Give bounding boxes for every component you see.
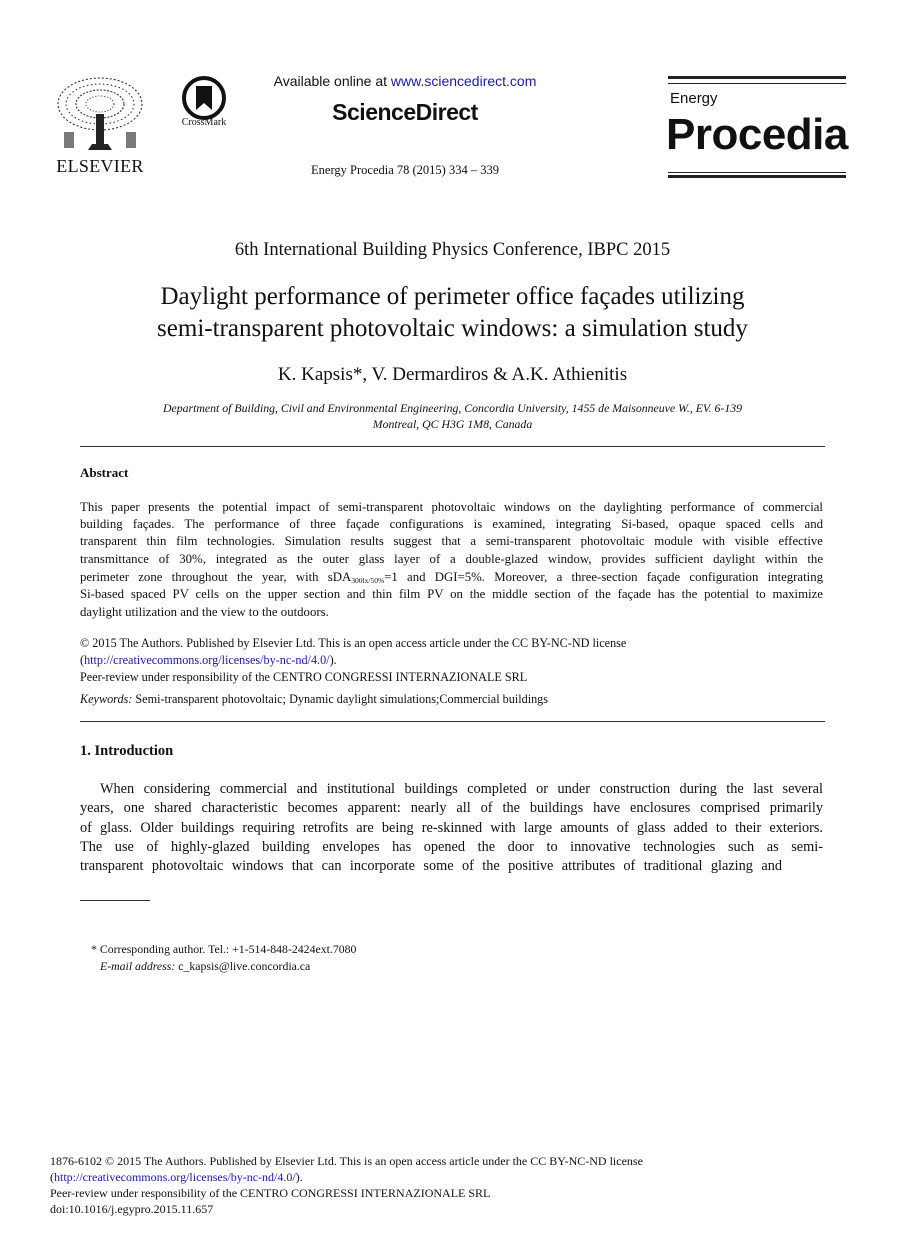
affiliation-line: Montreal, QC H3G 1M8, Canada <box>372 417 533 431</box>
body-line: years, one shared characteristic becomes apparent: nearly all of the buildings have enclosures comprised primarily <box>80 800 823 816</box>
footer-line: (http://creativecommons.org/licenses/by-nc-nd/4.0/). <box>50 1170 303 1184</box>
body-line: The use of highly-glazed building envelopes has opened the door to innovative technologies such as semi- <box>80 839 823 855</box>
divider <box>80 721 825 722</box>
footer-line: 1876-6102 © 2015 The Authors. Published by Elsevier Ltd. This is an open access article under the CC BY-NC-ND license <box>50 1154 643 1168</box>
divider <box>80 446 825 447</box>
body-line: transparent photovoltaic windows that can incorporate some of the positive attributes of traditional glazing and <box>80 858 782 874</box>
abstract-line: building façades. The performance of three façade configurations is examined, integrating Si-based, opaque spaced cells and <box>80 517 823 531</box>
procedia-rule <box>668 76 846 79</box>
abstract-line: daylight utilization and the view to the outdoors. <box>80 605 329 619</box>
conference-name: 6th International Building Physics Conference, IBPC 2015 <box>234 240 671 260</box>
crossmark-label: CrossMark <box>181 117 227 128</box>
procedia-rule <box>668 172 846 173</box>
license-link-line: (http://creativecommons.org/licenses/by-nc-nd/4.0/). <box>80 653 337 667</box>
body-line: When considering commercial and institutional buildings completed or under construction during the last several <box>100 781 823 797</box>
abstract-heading: Abstract <box>80 465 129 480</box>
subscript: 300lx/50% <box>351 576 385 585</box>
keywords-label: Keywords: <box>80 692 133 706</box>
license-link[interactable]: http://creativecommons.org/licenses/by-nc-nd/4.0/ <box>84 653 330 667</box>
paper-title-line: semi-transparent photovoltaic windows: a simulation study <box>157 315 748 342</box>
email-line: E-mail address: c_kapsis@live.concordia.ca <box>100 959 311 973</box>
footer-license-link[interactable]: http://creativecommons.org/licenses/by-nc-nd/4.0/ <box>54 1170 296 1184</box>
abstract-line: perimeter zone throughout the year, with sDA$_{300lx/50\%}$=1 and DGI=5%. Moreover, a three-section façade configuration integrating <box>80 570 824 585</box>
elsevier-wordmark: ELSEVIER <box>56 156 144 176</box>
journal-reference: Energy Procedia 78 (2015) 334 – 339 <box>311 163 499 177</box>
sciencedirect-link[interactable]: www.sciencedirect.com <box>390 73 537 89</box>
elsevier-tree-logo <box>50 74 150 156</box>
procedia-rule <box>668 83 846 84</box>
footnote-divider <box>80 900 150 901</box>
abstract-line: transmittance of 30%, integrated as the outer glass layer of a double-glazed window, provides sufficient daylight within the <box>80 552 823 566</box>
peer-review-line: Peer-review under responsibility of the CENTRO CONGRESSI INTERNAZIONALE SRL <box>80 670 528 684</box>
affiliation-line: Department of Building, Civil and Environmental Engineering, Concordia University, 1455 de Maisonneuve W., EV. 6-139 <box>162 401 743 415</box>
journal-name-small: Energy <box>670 90 718 107</box>
keywords-line: Keywords: Semi-transparent photovoltaic; Dynamic daylight simulations;Commercial buildings <box>80 692 549 706</box>
abstract-line: transparent thin film technologies. Simulation results suggest that a semi-transparent photovoltaic module with visible effective <box>80 534 823 548</box>
email-address[interactable]: c_kapsis@live.concordia.ca <box>175 959 311 973</box>
section-heading: 1. Introduction <box>80 743 174 759</box>
procedia-rule <box>668 175 846 178</box>
sciencedirect-logo: ScienceDirect <box>332 99 478 125</box>
authors: K. Kapsis*, V. Dermardiros & A.K. Athienitis <box>277 364 628 385</box>
available-online: Available online at www.sciencedirect.com <box>273 73 537 89</box>
paper-title-line: Daylight performance of perimeter office façades utilizing <box>160 283 745 310</box>
abstract-line: This paper presents the potential impact of semi-transparent photovoltaic windows on the daylighting performance of commercial <box>80 500 823 514</box>
doi[interactable]: doi:10.1016/j.egypro.2015.11.657 <box>50 1202 214 1216</box>
corresponding-author: * Corresponding author. Tel.: +1-514-848-2424ext.7080 <box>91 942 357 956</box>
abstract-line: Si-based spaced PV cells on the upper section and thin film PV on the middle section of the façade has the potential to maximize <box>80 587 823 601</box>
body-line: of glass. Older buildings requiring retrofits are being re-skinned with large amounts of glass added to their exteriors. <box>80 820 823 836</box>
journal-name-large: Procedia <box>666 110 848 159</box>
footer-line: Peer-review under responsibility of the CENTRO CONGRESSI INTERNAZIONALE SRL <box>50 1186 491 1200</box>
copyright-line: © 2015 The Authors. Published by Elsevier Ltd. This is an open access article under the CC BY-NC-ND license <box>80 636 627 650</box>
